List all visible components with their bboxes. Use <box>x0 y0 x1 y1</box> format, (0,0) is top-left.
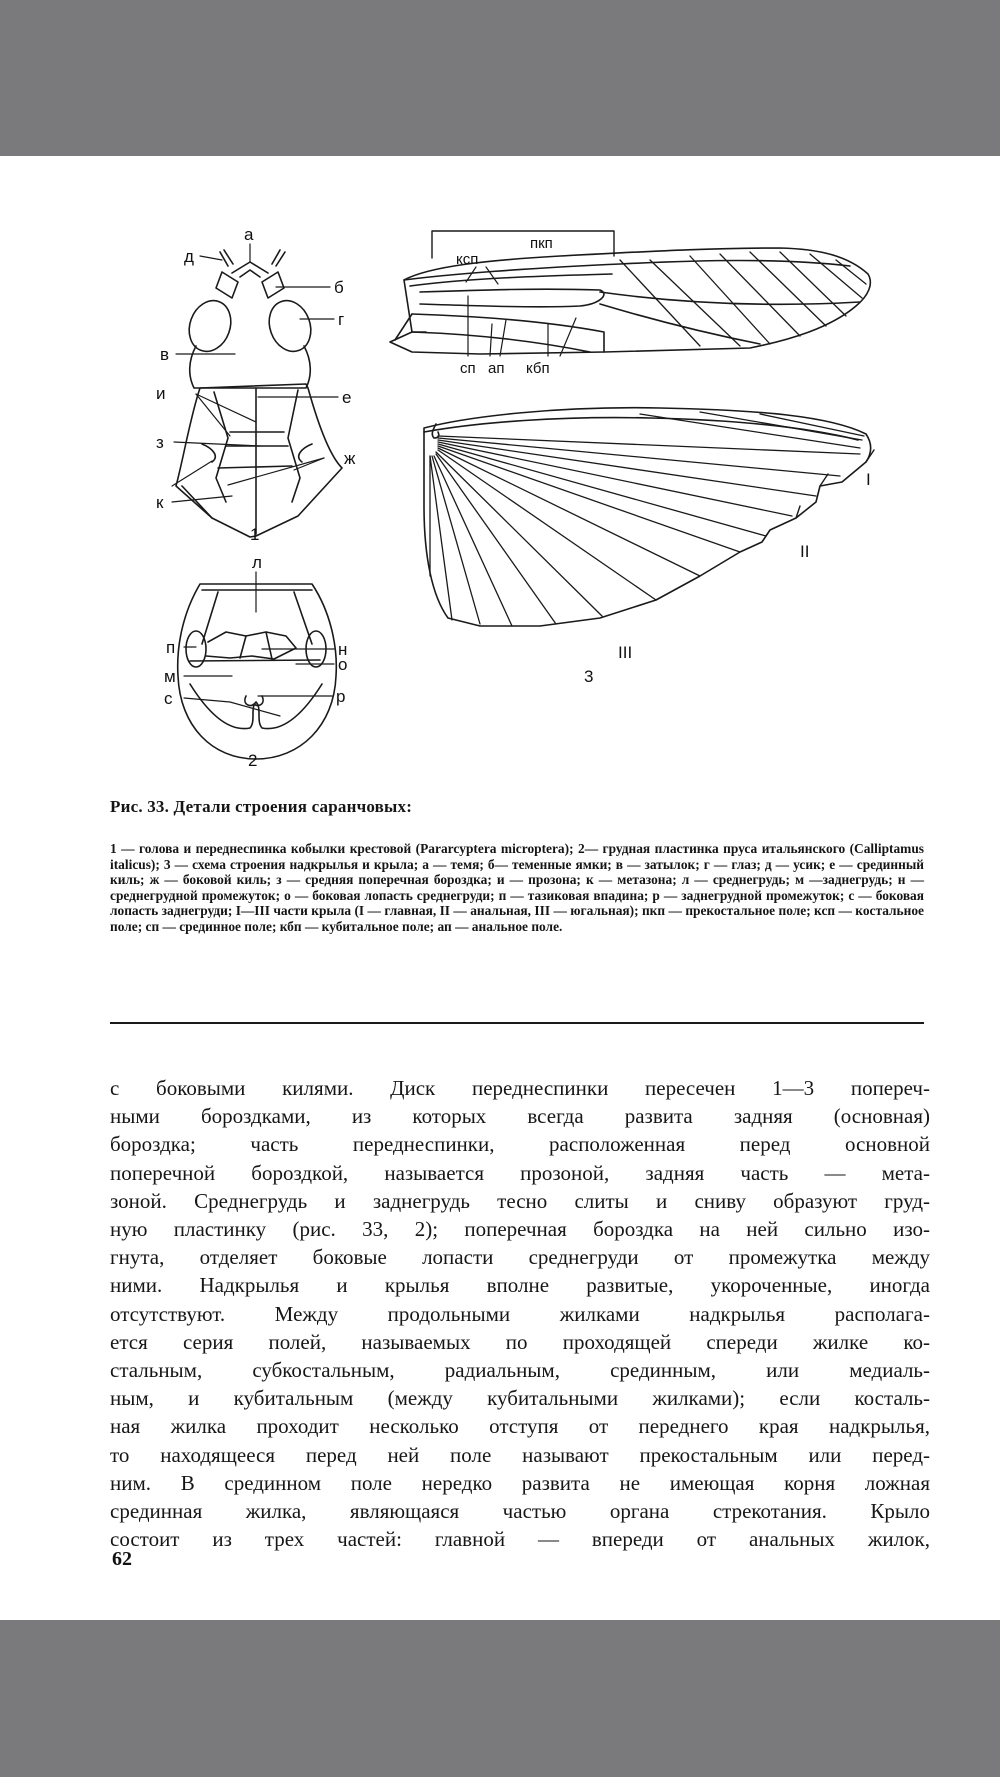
text-line: зоной. Среднегрудь и заднегрудь тесно слиты и сниву образуют груд- <box>110 1188 930 1213</box>
figure-caption-title: Рис. 33. Детали строения саранчовых: <box>110 797 413 816</box>
label-sp: сп <box>460 360 476 377</box>
label-m: м <box>164 667 176 686</box>
label-part3-number: 3 <box>584 667 594 686</box>
label-i: и <box>156 384 166 403</box>
text-line: состоит из трех частей: главной — впереди от анальных жилок, <box>110 1527 930 1552</box>
label-pkp: пкп <box>530 235 553 252</box>
label-s: с <box>164 689 173 708</box>
text-line: ным, и кубитальным (между кубитальными жилками); если косталь- <box>110 1386 930 1411</box>
text-line: отсутствуют. Между продольными жилками надкрылья располага- <box>110 1301 930 1326</box>
leader-lines-part3a <box>466 267 576 356</box>
page-number: 62 <box>112 1548 132 1570</box>
label-a: а <box>244 225 254 244</box>
text-line: поперечной бороздкой, называется прозоной, задняя часть — мета- <box>110 1160 930 1185</box>
label-g: г <box>338 310 345 329</box>
text-line: то находящееся перед ней поле называют прекостальным или перед- <box>110 1442 930 1467</box>
label-wing-part-I: I <box>866 470 871 489</box>
label-p: п <box>166 638 176 657</box>
text-line: стальным, субкостальным, радиальным, срединным, или медиаль- <box>110 1358 930 1383</box>
text-line: ними. Надкрылья и крылья вполне развитые, укороченные, иногда <box>110 1273 930 1298</box>
text-line: ная жилка проходит несколько отступя от переднего края надкрылья, <box>110 1414 930 1439</box>
text-line: ную пластинку (рис. 33, 2); поперечная бороздка на ней сильно изо- <box>110 1217 930 1242</box>
label-wing-part-III: III <box>618 643 633 662</box>
label-e: е <box>342 388 352 407</box>
text-line: гнута, отделяет боковые лопасти среднегруди от промежутка между <box>110 1245 930 1270</box>
label-part2-number: 2 <box>248 751 258 770</box>
label-ap: ап <box>488 360 505 377</box>
label-v: в <box>160 345 170 364</box>
leader-lines-part1 <box>172 244 338 502</box>
text-line: ним. В срединном поле нередко развита не имеющая корня ложная <box>110 1470 930 1495</box>
text-line: с боковыми килями. Диск переднеспинки пересечен 1—3 попереч- <box>110 1076 930 1100</box>
body-paragraph <box>110 1074 930 1553</box>
hindwing-drawing <box>424 408 874 626</box>
label-zh: ж <box>344 449 356 468</box>
label-b: б <box>334 278 344 297</box>
text-line: срединная жилка, являющаяся частью органа стрекотания. Крыло <box>110 1499 930 1524</box>
head-pronotum-drawing <box>176 247 345 537</box>
label-part1-number: 1 <box>250 525 260 544</box>
sternal-plate-drawing <box>178 584 337 759</box>
label-z: з <box>156 433 164 452</box>
tegmen-drawing <box>390 231 870 354</box>
label-r: р <box>336 687 346 706</box>
label-o: о <box>338 655 348 674</box>
text-line: ными бороздками, из которых всегда развита задняя (основная) <box>110 1104 930 1129</box>
label-kbp: кбп <box>526 360 550 377</box>
label-ksp: ксп <box>456 251 479 268</box>
figure-caption-legend: 1 — голова и переднеспинка кобылки крестовой (Pararcyptera microptera); 2— грудная пластинка пруса итальянского (Calliptamus italicus); 3 — схема строения надкрылья и крыла; а — темя; б— теменные ямки; в — затылок; г — глаз; д — усик; е — срединный киль; ж — боковой киль; з — средняя поперечная бороздка; и — прозона; к — метазона; л — среднегрудь; м —заднегрудь; н — среднегрудной промежуток; о — боковая лопасть среднегруди; п — тазиковая впадина; р — заднегрудной промежуток; с — боковая лопасть заднегруди; I—III части крыла (I — главная, II — анальная, III — югальная); пкп — прекостальное поле; ксп — костальное поле; сп — срединное поле; кбп — кубитальное поле; ап — анальное поле. <box>110 841 924 934</box>
book-page <box>0 156 1000 1620</box>
label-wing-part-II: II <box>800 542 810 561</box>
label-k: к <box>156 493 164 512</box>
label-l: л <box>252 553 262 572</box>
text-line: бороздка; часть переднеспинки, расположенная перед основной <box>110 1132 930 1157</box>
label-d: д <box>184 247 194 266</box>
label-n: н <box>338 640 348 659</box>
text-line: ется серия полей, называемых по проходящей спереди жилке ко- <box>110 1329 930 1354</box>
section-divider <box>110 1022 924 1024</box>
